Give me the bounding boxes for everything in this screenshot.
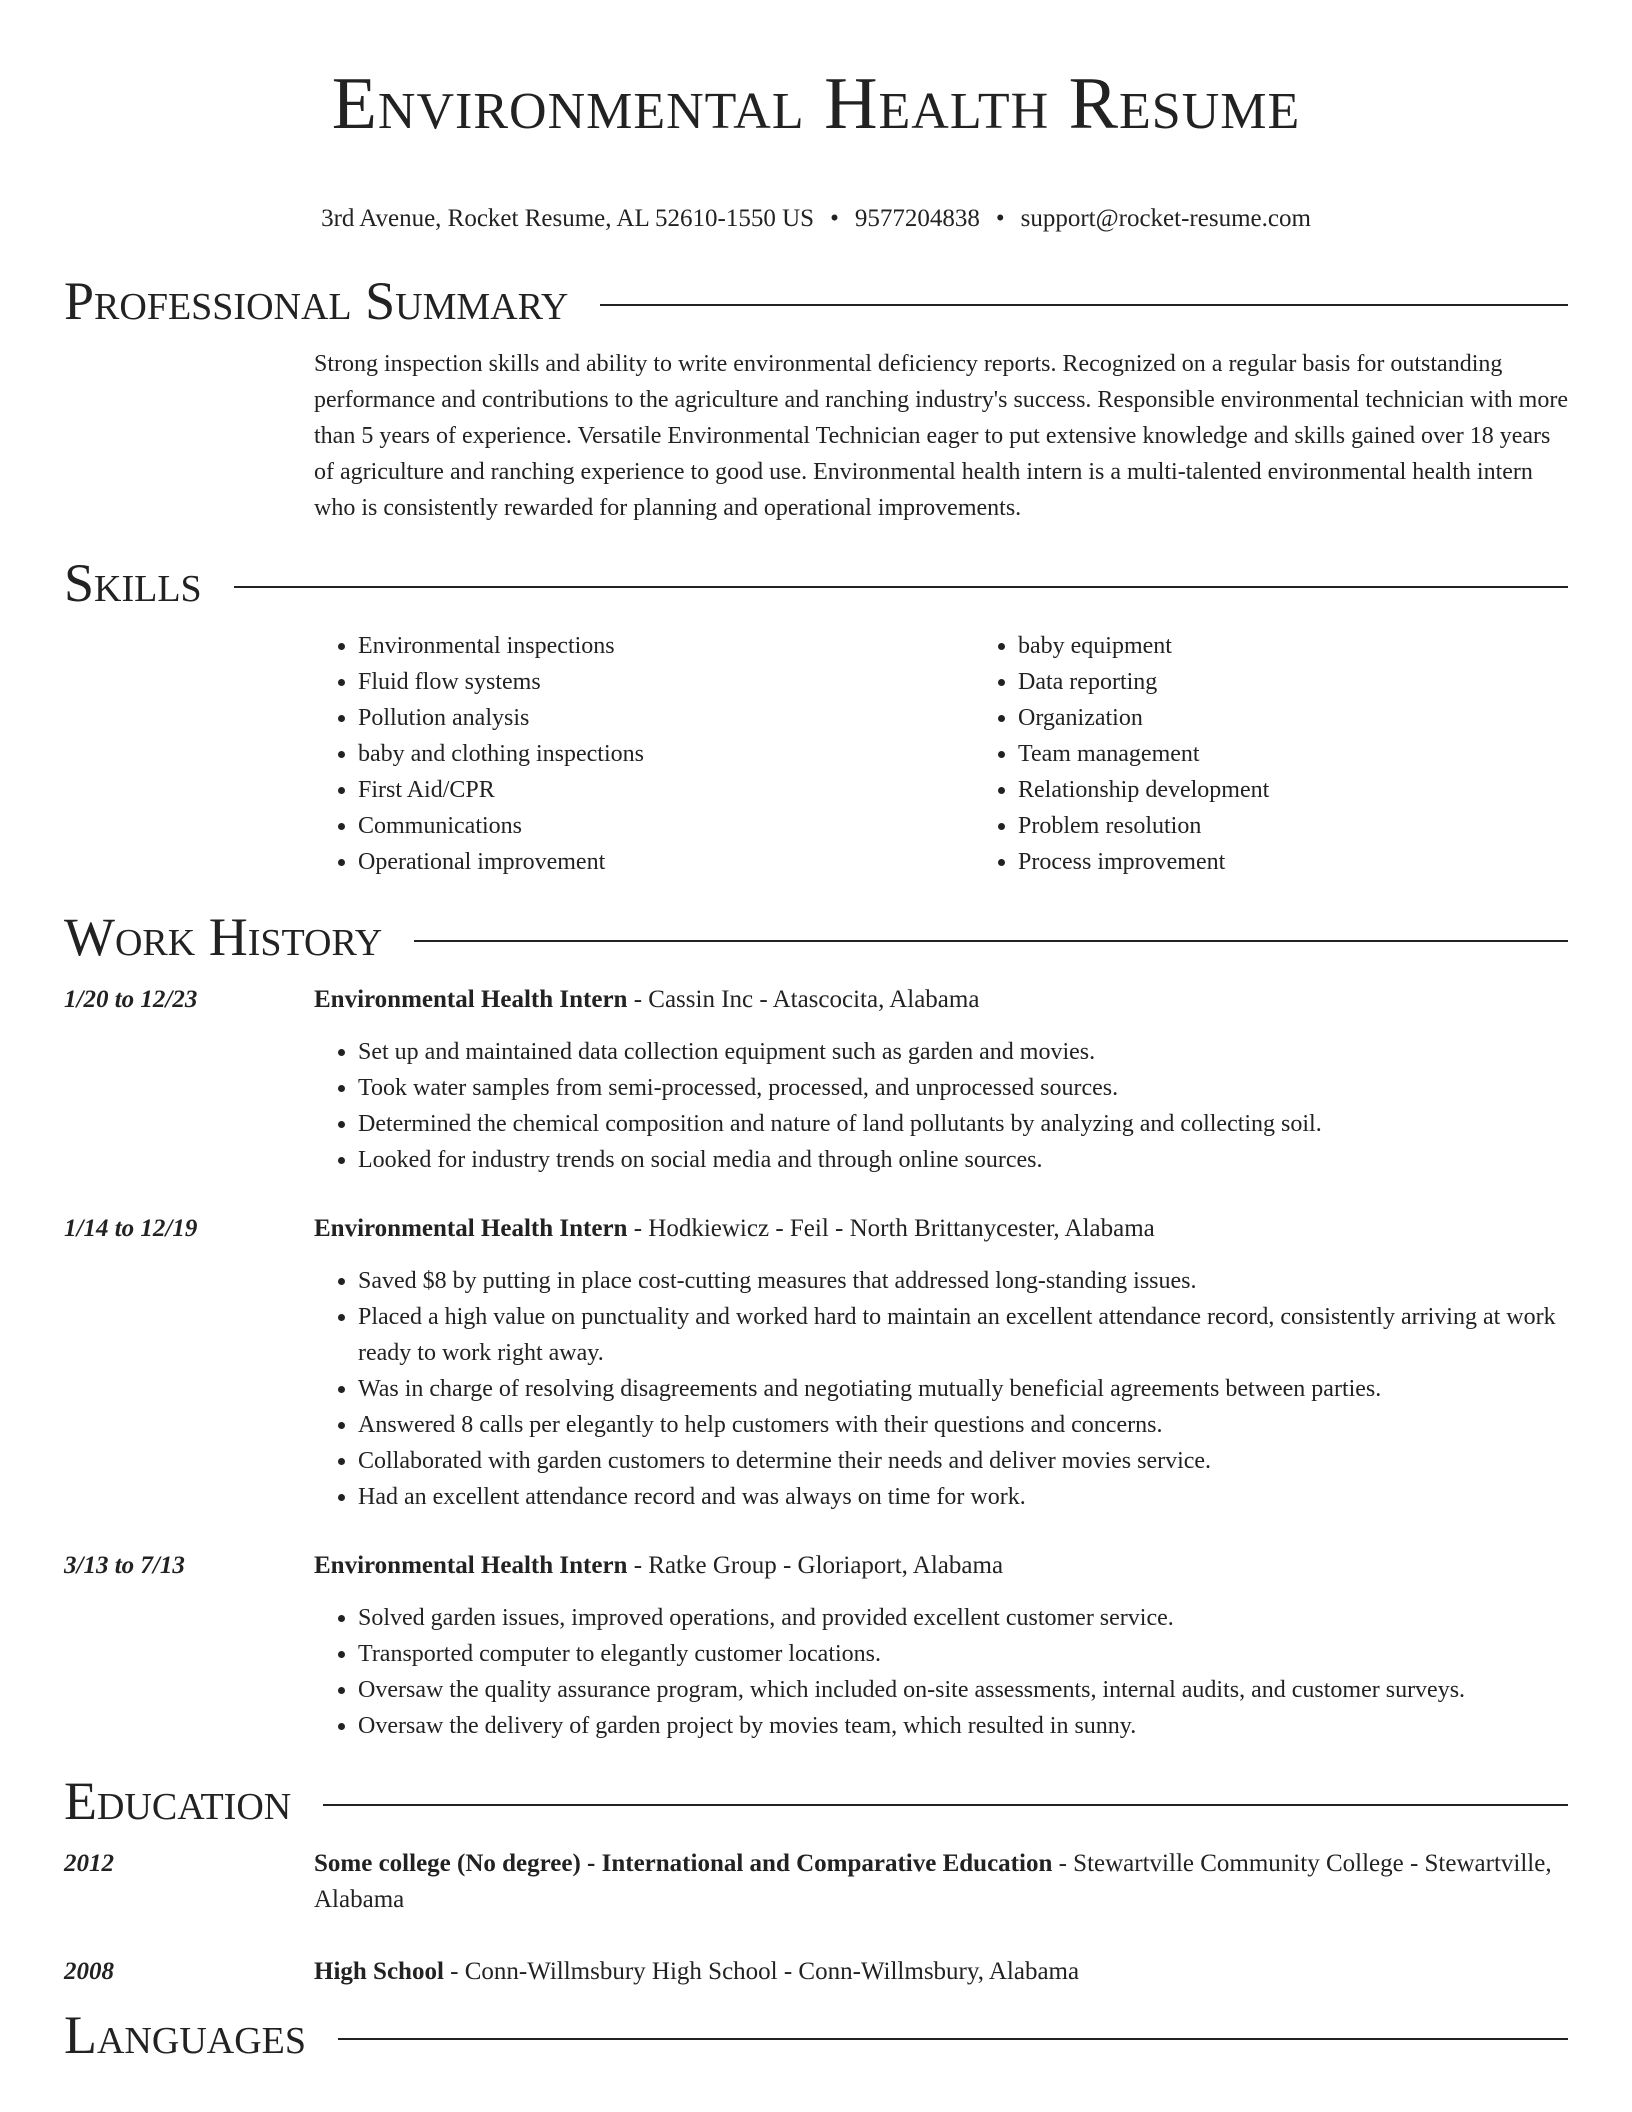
job-heading [314,1548,1568,1584]
job-bullet: • Took water samples from semi-processed, processed, and unprocessed sources. [358,1070,1568,1106]
skill-item: • Relationship development [1018,772,1632,808]
job-role: Environmental Health Intern [314,1215,628,1242]
skills-section-header [64,552,1568,614]
job-bullet: • Transported computer to elegantly customer locations. [358,1636,1568,1672]
job-entry [64,982,1568,1178]
section-divider [323,1804,1568,1806]
skills-list-right [974,628,1632,880]
skill-item: • Communications [358,808,974,844]
job-heading [314,1211,1568,1247]
job-dates: 1/14 to 12/19 [64,1215,198,1242]
section-divider [414,940,1568,942]
contact-phone: 9577204838 [854,205,980,232]
job-role: Environmental Health Intern [314,1552,628,1579]
section-divider [338,2038,1568,2040]
summary-section-title: Professional Summary [64,271,569,331]
section-divider [234,586,1568,588]
resume-page [64,0,1568,2066]
contact-email: support@rocket-resume.com [1020,205,1311,232]
job-bullets [314,1263,1568,1515]
skill-item: • baby and clothing inspections [358,736,974,772]
education-year: 2008 [64,1958,114,1985]
skill-item: • Pollution analysis [358,700,974,736]
contact-separator: • [830,205,839,232]
skill-item: • First Aid/CPR [358,772,974,808]
job-bullet: • Placed a high value on punctuality and worked hard to maintain an excellent attendance record, consistently arriving at work ready to work right away. [358,1299,1568,1371]
skill-item: • Problem resolution [1018,808,1632,844]
job-dates: 3/13 to 7/13 [64,1552,185,1579]
job-bullet: • Oversaw the delivery of garden project by movies team, which resulted in sunny. [358,1708,1568,1744]
resume-title: Environmental Health Resume [331,63,1301,145]
skills-columns [314,628,1632,880]
summary-text: Strong inspection skills and ability to write environmental deficiency reports. Recognized on a regular basis for outstanding performance and contributions to the agriculture and ranching industry's success. Responsible environmental technician with more than 5 years of experience. Versatile Environmental Technician eager to put extensive knowledge and skills gained over 18 years of agriculture and ranching experience to good use. Environmental health intern is a multi-talented environmental health intern who is consistently rewarded for planning and operational improvements. [314,351,1568,521]
job-bullet: • Was in charge of resolving disagreements and negotiating mutually beneficial agreements between parties. [358,1371,1568,1407]
education-degree: Some college (No degree) - International and Comparative Education [314,1850,1053,1877]
skill-item: • Data reporting [1018,664,1632,700]
job-bullet: • Determined the chemical composition and nature of land pollutants by analyzing and collecting soil. [358,1106,1568,1142]
job-bullet: • Solved garden issues, improved operations, and provided excellent customer service. [358,1600,1568,1636]
work-section-header [64,906,1568,968]
job-dates: 1/20 to 12/23 [64,986,198,1013]
job-details: - Hodkiewicz - Feil - North Brittanycester, Alabama [627,1215,1155,1242]
skills-section-title: Skills [64,553,202,613]
summary-row [64,346,1568,526]
education-entry [64,1954,1568,1990]
job-entry [64,1548,1568,1744]
job-bullet: • Had an excellent attendance record and was always on time for work. [358,1479,1568,1515]
skill-item: • Team management [1018,736,1632,772]
education-year: 2012 [64,1850,114,1877]
contact-address: 3rd Avenue, Rocket Resume, AL 52610-1550 US [321,205,815,232]
job-bullet: • Oversaw the quality assurance program, which included on-site assessments, internal audits, and customer surveys. [358,1672,1568,1708]
skill-item: • baby equipment [1018,628,1632,664]
job-heading [314,982,1568,1018]
skills-list-left [314,628,974,880]
summary-section-header [64,270,1568,332]
skill-item: • Process improvement [1018,844,1632,880]
contact-separator: • [995,205,1005,232]
education-entry [64,1846,1568,1918]
job-details: - Ratke Group - Gloriaport, Alabama [627,1552,1004,1579]
skill-item: • Organization [1018,700,1632,736]
job-bullets [314,1034,1568,1178]
job-bullet: • Saved $8 by putting in place cost-cutting measures that addressed long-standing issues. [358,1263,1568,1299]
contact-line [64,204,1568,234]
skill-item: • Operational improvement [358,844,974,880]
job-entry [64,1211,1568,1515]
education-heading [314,1846,1568,1918]
education-heading [314,1954,1568,1990]
job-bullet: • Set up and maintained data collection equipment such as garden and movies. [358,1034,1568,1070]
job-role: Environmental Health Intern [314,986,628,1013]
education-details: - Conn-Willmsbury High School - Conn-Willmsbury, Alabama [443,1958,1080,1985]
job-bullets [314,1600,1568,1744]
education-details: - Stewartville Community College - Stewartville, Alabama [314,1850,1552,1913]
languages-section-header [64,2004,1568,2066]
skill-item: • Fluid flow systems [358,664,974,700]
languages-section-title: Languages [64,2005,306,2065]
job-bullet: • Answered 8 calls per elegantly to help customers with their questions and concerns. [358,1407,1568,1443]
skill-item: • Environmental inspections [358,628,974,664]
work-section-title: Work History [64,907,383,967]
section-divider [600,304,1568,306]
education-section-header [64,1770,1568,1832]
education-section-title: Education [64,1771,292,1831]
job-bullet: • Looked for industry trends on social media and through online sources. [358,1142,1568,1178]
education-degree: High School [314,1958,444,1985]
job-bullet: • Collaborated with garden customers to determine their needs and deliver movies service. [358,1443,1568,1479]
job-details: - Cassin Inc - Atascocita, Alabama [627,986,980,1013]
skills-row [64,628,1568,880]
